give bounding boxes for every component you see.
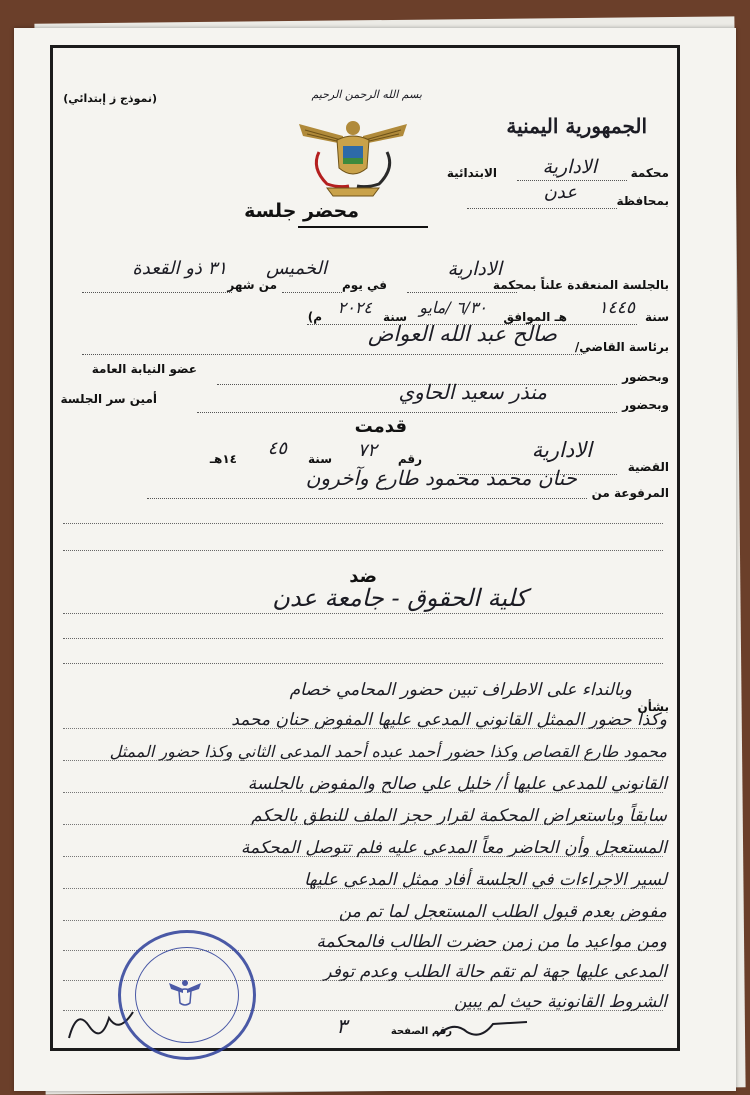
form-frame — [50, 45, 680, 1051]
primary-label: الابتدائية — [446, 166, 497, 180]
governorate-label: بمحافظة — [616, 194, 669, 208]
court-line — [517, 180, 627, 181]
prosecution-prefix: وبحضور — [622, 370, 669, 384]
blank-line-1 — [63, 523, 663, 524]
day-value: الخميس — [266, 258, 327, 279]
plaintiff-line — [147, 498, 587, 499]
court-value: الادارية — [542, 156, 597, 178]
greg-suffix: م) — [307, 310, 322, 324]
page-value: ٣ — [336, 1014, 347, 1038]
number-value: ٧٢ — [357, 440, 377, 461]
plaintiff-value: حنان محمد محمود طارع وآخرون — [305, 466, 577, 490]
prosecution-label: عضو النيابة العامة — [91, 362, 197, 376]
hijri-value: ١٤٤٥ — [598, 298, 635, 318]
case-label: القضية — [627, 460, 669, 474]
month-line — [82, 292, 232, 293]
minutes-line-8: مفوض بعدم قبول الطلب المستعجل لما تم من — [338, 902, 667, 922]
minutes-line-10: المدعى عليها جهة لم تقم حالة الطلب وعدم توفر — [323, 962, 667, 982]
year-label: سنة — [645, 310, 669, 324]
stamp-emblem-icon — [165, 973, 205, 1013]
secretary-prefix: وبحضور — [622, 398, 669, 412]
blank-line-4 — [63, 663, 663, 664]
yemen-emblem-icon — [293, 106, 413, 206]
minutes-line-2: وكذا حضور الممثل القانوني المدعى عليها المفوض حنان محمد — [231, 710, 667, 730]
court-stamp — [118, 930, 256, 1060]
case-heading: قدمت — [354, 416, 407, 437]
month-label: من شهر — [227, 278, 277, 292]
governorate-line — [467, 208, 617, 209]
page-label: رقم الصفحة — [390, 1026, 452, 1037]
rule-3 — [63, 792, 663, 793]
case-year-label: سنة — [308, 452, 332, 466]
secretary-label: أمين سر الجلسة — [60, 392, 157, 406]
rule-6 — [63, 888, 663, 889]
greg-year-label: سنة — [383, 310, 407, 324]
number-label: رقم — [397, 452, 422, 466]
minutes-line-11: الشروط القانونية حيث لم يبين — [454, 992, 667, 1012]
blank-line-3 — [63, 638, 663, 639]
hijri-suffix: هـ الموافق — [503, 310, 567, 324]
month-value: ٣١ ذو القعدة — [132, 258, 227, 279]
judge-value: صالح عبد الله العواض — [368, 322, 557, 346]
day-line — [282, 292, 342, 293]
minutes-line-5: سابقاً وباستعراض المحكمة لقرار حجز الملف للنطق بالحكم — [251, 806, 667, 826]
defendant-line — [63, 613, 663, 614]
secretary-value: منذر سعيد الحاوي — [398, 380, 547, 404]
minutes-line-1: وبالنداء على الاطراف تبين حضور المحامي خصام — [289, 680, 632, 700]
greg-year-value: ٢٠٢٤ — [337, 298, 372, 317]
rule-1 — [63, 728, 663, 729]
form-model-label: (نموذج ز إبتدائي) — [63, 92, 157, 105]
governorate-value: عدن — [543, 182, 577, 203]
court-label: محكمة — [630, 166, 669, 180]
blank-line-2 — [63, 550, 663, 551]
document-title: محضر جلسة — [244, 200, 359, 222]
day-label: في يوم — [342, 278, 387, 292]
held-court-value: الادارية — [447, 258, 502, 280]
minutes-line-9: ومن مواعيد ما من زمن حضرت الطالب فالمحكمة — [316, 932, 667, 952]
against-label: ضد — [349, 566, 377, 587]
defendant-value: كلية الحقوق - جامعة عدن — [272, 584, 527, 612]
greg-value: ٦/٣٠ /مايو — [419, 298, 487, 317]
minutes-line-4: القانوني للمدعى عليها أ/ خليل علي صالح والمفوض بالجلسة — [247, 774, 667, 794]
plaintiff-label: المرفوعة من — [591, 486, 669, 500]
minutes-line-6: المستعجل وأن الحاضر معاً المدعى عليه فلم تتوصل المحكمة — [240, 838, 667, 858]
rule-5 — [63, 856, 663, 857]
signature-right-icon — [433, 1010, 533, 1046]
minutes-line-7: لسير الاجراءات في الجلسة أفاد ممثل المدعى عليها — [304, 870, 667, 890]
rule-7 — [63, 920, 663, 921]
case-year-suffix: ١٤هـ — [209, 452, 237, 466]
secretary-line — [197, 412, 617, 413]
regarding-label: بشأن — [637, 700, 669, 714]
rule-2 — [63, 760, 663, 761]
minutes-line-3: محمود طارع القصاص وكذا حضور أحمد عبده أحمد المدعى الثاني وكذا حضور الممثل — [109, 742, 667, 761]
judge-label: برئاسة القاضي/ — [574, 340, 669, 354]
case-value: الادارية — [531, 438, 592, 462]
rule-4 — [63, 824, 663, 825]
held-court-line — [407, 292, 517, 293]
basmala: بسم الله الرحمن الرحيم — [311, 88, 422, 101]
republic-title: الجمهورية اليمنية — [506, 114, 647, 138]
title-underline — [298, 226, 428, 228]
case-year-value: ٤٥ — [267, 438, 287, 459]
judge-line — [82, 354, 582, 355]
held-label: بالجلسة المنعقدة علناً بمحكمة — [492, 278, 669, 292]
